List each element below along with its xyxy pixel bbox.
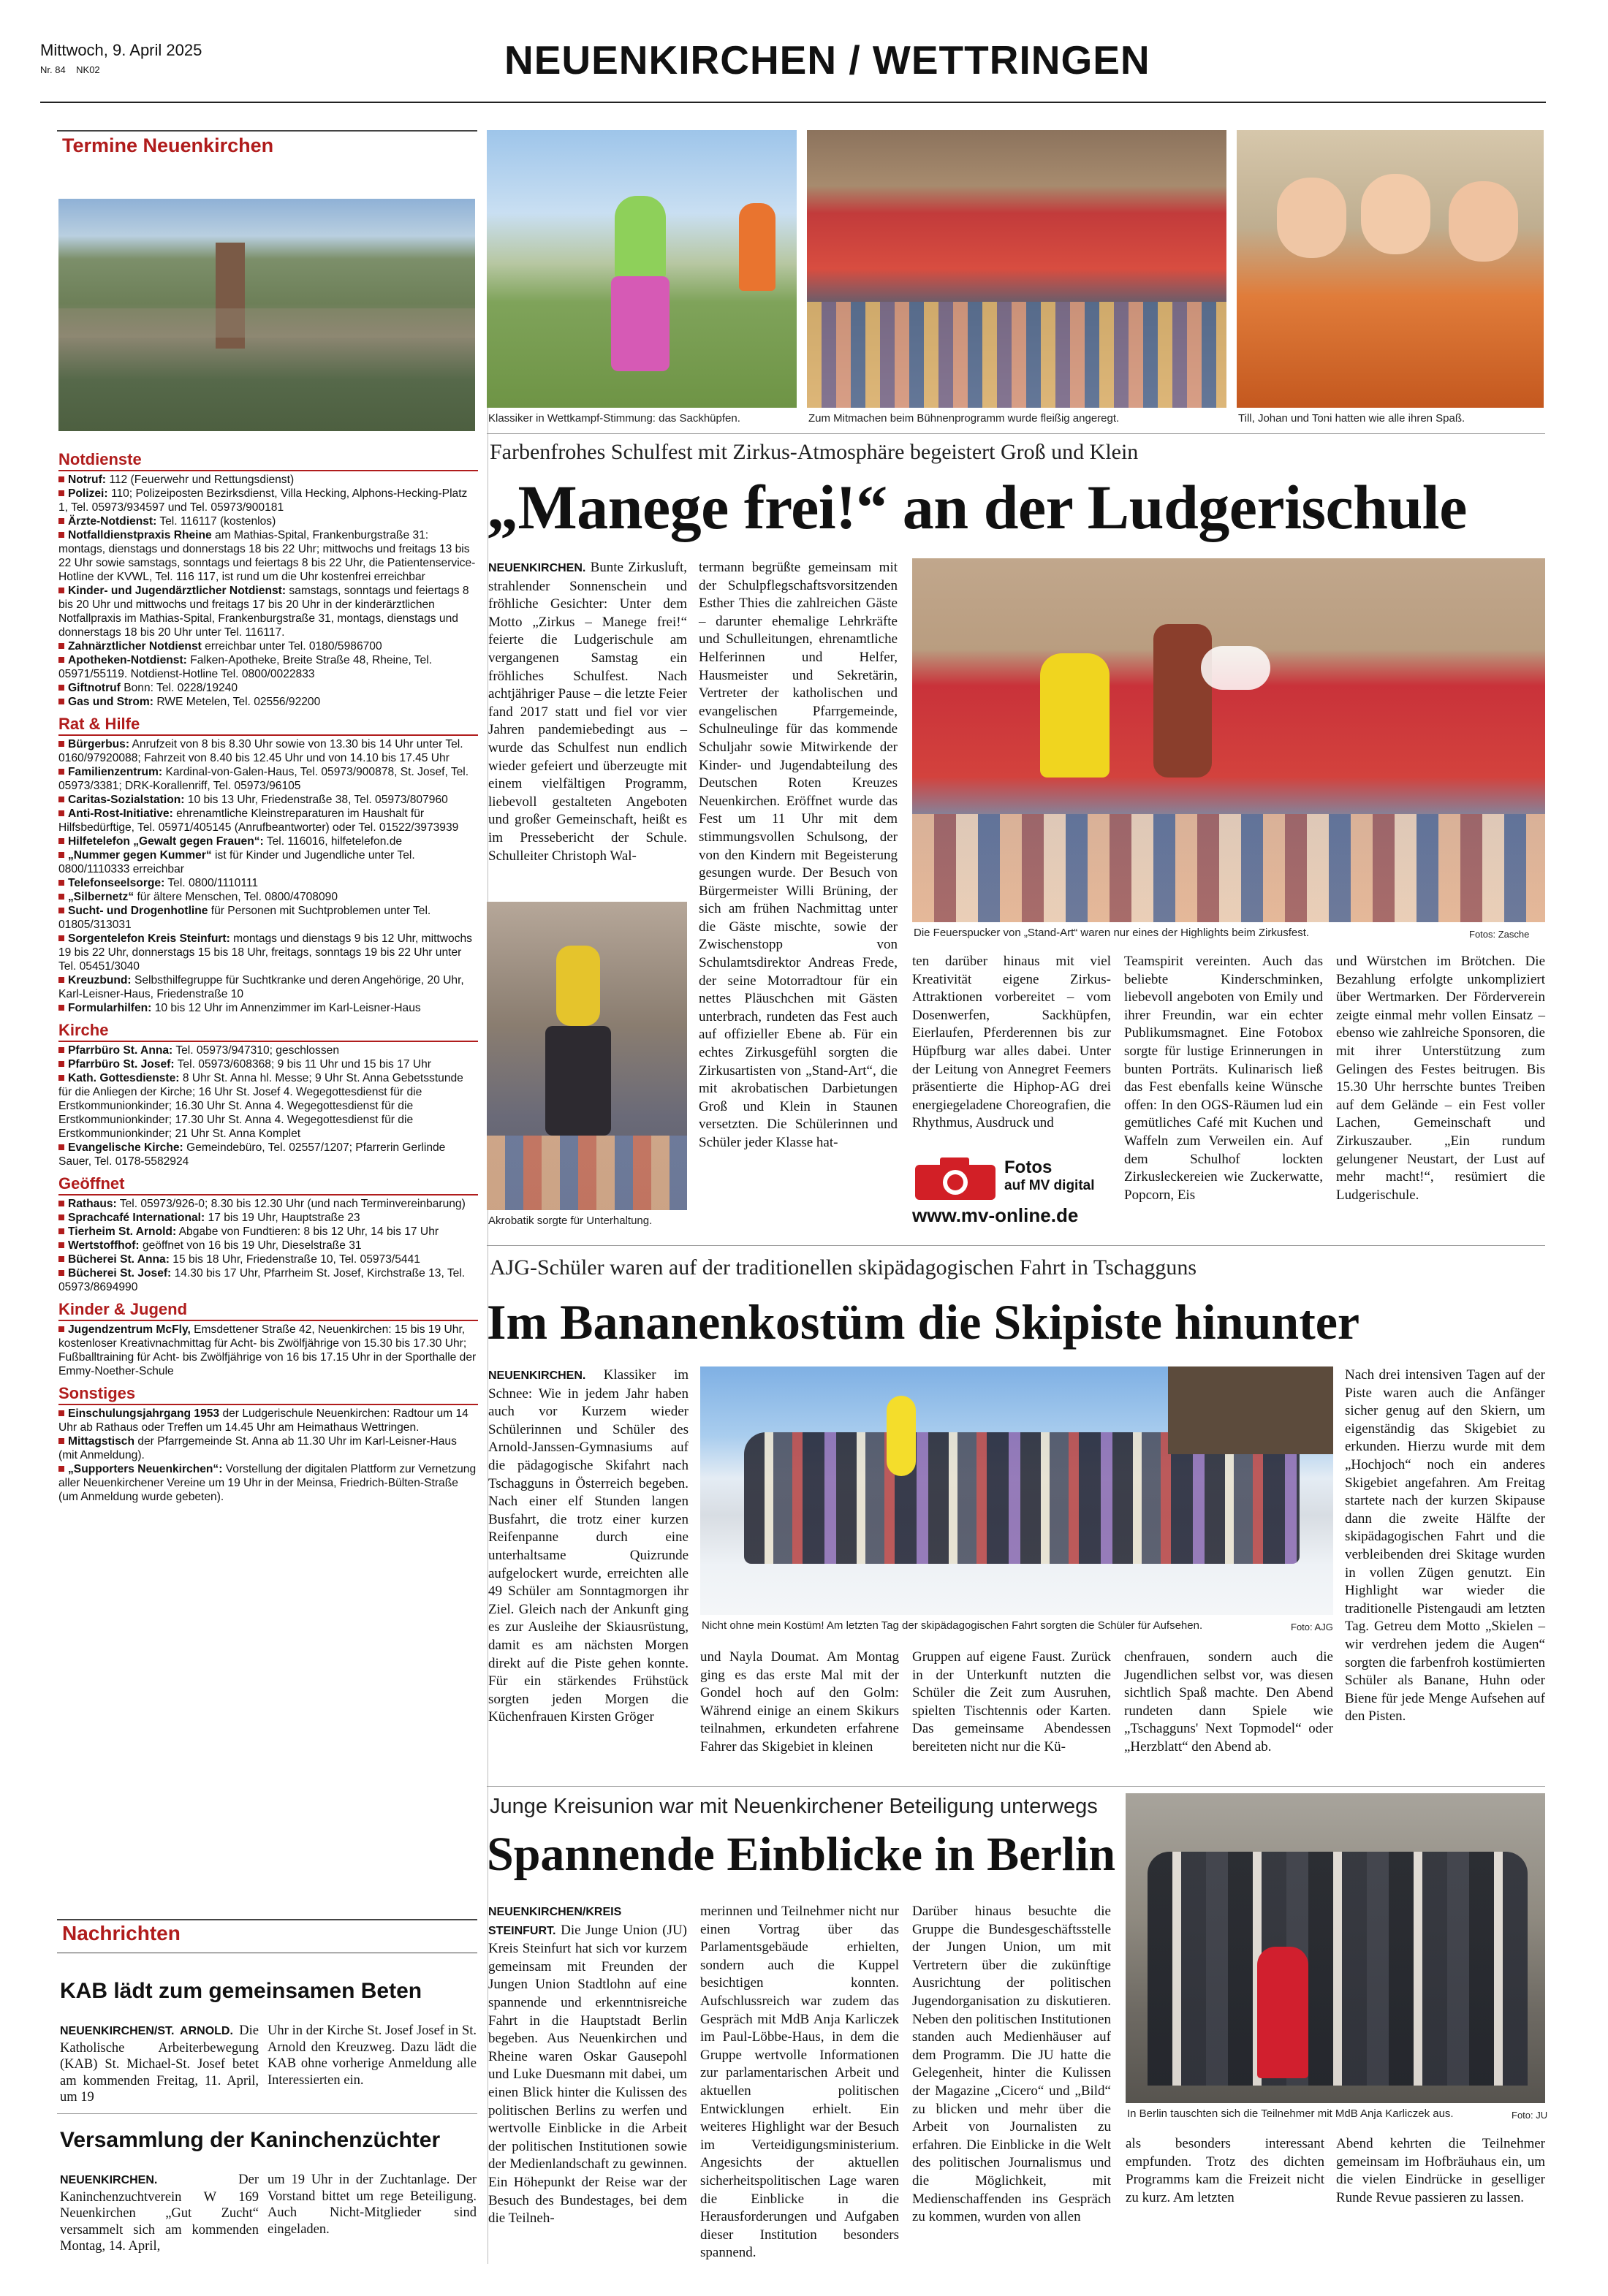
listing-label: Caritas-Sozialstation: — [68, 794, 185, 806]
listing-text: Tel. 116016, hilfetelefon.de — [266, 835, 403, 848]
credit-ajg: Foto: AJG — [1291, 1622, 1333, 1632]
bullet-square-icon — [58, 1270, 64, 1276]
listing-label: Bücherei St. Josef: — [68, 1267, 172, 1280]
article2-col-right: Nach drei intensiven Tagen auf der Piste waren auch die Anfänger sicher genug auf den Skiern, um eigenständig das Skigebiet zu erkunden. Hierzu wurde mit dem „Hochjoch“ noch ein anderes Skigebiet angefahren. Am Freitag startete nach der kurzen Skipause dann die zweite Hälfte der skipädagogischen Fahrt und die verbleibenden drei Skitage wurden in vollen Zügen genutzt. Ein Highlight war wieder die traditionelle Pistengaudi am letzten Tag. Getreu dem Motto „Skielen – wir verdrehen jedem die Augen“ sorgten die farbenfroh kostümierten Schüler als Banane, Huhn oder Biene für jede Menge Aufsehen auf den Pisten. — [1345, 1367, 1545, 1725]
photo-sackhuepfen — [487, 130, 797, 408]
bullet-square-icon — [58, 1201, 64, 1206]
sidebar-top-rule — [57, 130, 477, 132]
listing-label: Jugendzentrum McFly, — [68, 1323, 191, 1336]
photo-akrobatik — [487, 902, 687, 1210]
article3-rule — [487, 1786, 1545, 1787]
sidebar-listing-item — [58, 835, 478, 848]
face-2 — [1361, 174, 1430, 254]
listing-label: „Supporters Neuenkirchen“: — [68, 1463, 223, 1475]
photo-skigruppe — [700, 1366, 1333, 1615]
listing-text: 110; Polizeiposten Bezirksdienst, Villa Hecking, Alphons-Hecking-Platz 1, Tel. 05973/934597 und Tel. 05973/900181 — [58, 487, 468, 514]
listing-text: 15 bis 18 Uhr, Friedenstraße 10, Tel. 05973/5441 — [172, 1253, 420, 1266]
listing-label: Pfarrbüro St. Josef: — [68, 1058, 175, 1071]
listing-text: am Mathias-Spital, Frankenburgstraße 31: montags, dienstags und donnerstags 18 bis 22 Uhr; mittwochs und freitags 13 bis 22 Uhr sowie samstags, sonntags und feiertags 8 bis 22 Uhr, die Patientenservice-Hotline der KVWL, Tel. 116 117, ist rund um die Uhr kostenfrei erreichbar — [58, 529, 476, 583]
listing-text: samstags, sonntags und feiertags 8 bis 20 Uhr und mittwochs und freitags 17 bis 20 Uhr in der kinderärztlichen Notfallpraxis im Mathias-Spital, Frankenburgstraße 31, montags, dienstags und donnerstags 18 bis 20 Uhr unter Tel. 116117. — [58, 585, 469, 639]
children-crowd — [912, 814, 1545, 922]
listing-text: Tel. 116117 (kostenlos) — [159, 515, 276, 528]
bullet-square-icon — [58, 685, 64, 691]
article2-headline: Im Bananenkostüm die Skipiste hinunter — [487, 1294, 1360, 1350]
sidebar-listing-item — [58, 793, 478, 807]
caption-skigruppe: Nicht ohne mein Kostüm! Am letzten Tag der skipädagogischen Fahrt sorgten die Schüler für Aufsehen. — [702, 1619, 1203, 1632]
listing-text: Tel. 0800/1110111 — [167, 877, 259, 889]
listing-text: Tel. 05973/608368; 9 bis 11 Uhr und 15 bis 17 Uhr — [177, 1058, 431, 1071]
kab-col2: Uhr in der Kirche St. Josef Josef in St. Arnold den Kreuzweg. Dazu lädt die KAB ohne vorherige Anmeldung alle Interessierten ein. — [268, 2023, 477, 2088]
bullet-square-icon — [58, 810, 64, 816]
listing-text: 8 Uhr St. Anna hl. Messe; 9 Uhr St. Anna Gebetsstunde für die Anliegen der Kirche; 16 Uhr St. Josef 4. Wegegottesdienst für die Erstkommunionkinder; 16.30 Uhr St. Anna 4. Wegegottesdienst für die Erstkommunionkinder; 17.30 Uhr St. Anna 4. Wegegottesdienst für die Erstkommunionkinder; 21 Uhr St. Anna Komplet — [58, 1072, 463, 1140]
acrobat-top — [556, 946, 600, 1026]
sidebar-listing-item — [58, 765, 478, 793]
sidebar-listing-item — [58, 1071, 478, 1141]
listing-label: Notfalldienstpraxis Rheine — [68, 529, 212, 541]
listing-label: Einschulungsjahrgang 1953 — [68, 1407, 220, 1420]
bullet-square-icon — [58, 1466, 64, 1472]
sidebar-listing-item — [58, 528, 478, 584]
sidebar-listing-item — [58, 681, 478, 695]
kaninchen-dateline: NEUENKIRCHEN. — [60, 2174, 158, 2186]
listing-label: Notruf: — [68, 474, 106, 486]
listing-text: Tel. 05973/926-0; 8.30 bis 12.30 Uhr (und nach Terminvereinbarung) — [119, 1198, 466, 1210]
sidebar-listing-item — [58, 1197, 478, 1211]
sidebar-listing-item — [58, 514, 478, 528]
sidebar-section-title: Sonstiges — [58, 1384, 478, 1405]
article1-text1: Bunte Zirkusluft, strahlender Sonnenschein und fröhliche Gesichter: Unter dem Motto „Zirkus – Manege frei!“ feierte die Ludgerischule am vergangenen Samstag ein fröhliches Schulfest. Nach achtjähriger Pause – die letzte Feier fand 2017 statt und fiel vor vier Jahren pandemiebedingt aus – wurde das Schulfest nun endlich wieder gefeiert und überzeugte mit einem vielfältigen Programm, liebevoll gestalteten Angeboten und großer Gemeinschaft, heißt es im Pressebericht der Schule. Schulleiter Christoph Wal- — [488, 560, 687, 864]
bullet-square-icon — [58, 797, 64, 802]
listing-label: Wertstoffhof: — [68, 1239, 140, 1252]
article2-col4: chenfrauen, sondern auch die Jugendlichen selbst vor, was diesen sichtlich Spaß machte. Den Abend rundeten dann Spiele wie „Tschagguns' Next Topmodel“ oder „Herzblatt“ den Abend ab. — [1124, 1649, 1333, 1755]
group-in-stairwell — [1148, 1852, 1528, 2086]
bullet-square-icon — [58, 643, 64, 649]
listing-label: Gas und Strom: — [68, 696, 153, 708]
sidebar-listing-item — [58, 876, 478, 890]
listing-text: Kardinal-von-Galen-Haus, Tel. 05973/900878, St. Josef, Tel. 05973/3381; DRK-Korallenriff, Tel. 05973/96105 — [58, 766, 469, 792]
sidebar-listing-item — [58, 695, 478, 709]
sidebar-listing-item — [58, 487, 478, 514]
caption-sackhuepfen: Klassiker in Wettkampf-Stimmung: das Sackhüpfen. — [488, 412, 740, 425]
listing-text: Tel. 05973/947310; geschlossen — [175, 1044, 339, 1057]
sidebar-listing-item — [58, 1141, 478, 1168]
article1-rule — [487, 433, 1545, 434]
bullet-square-icon — [58, 1410, 64, 1416]
sidebar-listings — [58, 444, 478, 1920]
sack-pink — [611, 276, 670, 371]
article3-col3: Darüber hinaus besuchte die Gruppe die Bundesgeschäftsstelle der Jungen Union, um mit Vertretern über die zukünftige Ausrichtung der politischen Jugendorganisation zu diskutieren. Neben den politischen Institutionen standen auch Medienhäuser auf dem Programm. Die JU hatte die Gelegenheit, hinter die Kulissen der Magazine „Cicero“ und „Bild“ zu blicken und mehr über die Arbeit von Journalisten zu erfahren. Die Einblicke in die Welt des politischen Journalismus und die Möglichkeit, mit Medienschaffenden ins Gespräch zu kommen, wurden von allen — [912, 1904, 1111, 2225]
article1-dateline: NEUENKIRCHEN. — [488, 562, 586, 574]
face-1 — [1277, 178, 1346, 258]
listing-text: erreichbar unter Tel. 0180/5986700 — [205, 640, 382, 653]
article3-col4: als besonders interessant empfunden. Trotz des dichten Programms kam die Freizeit nicht zu kurz. Am letzten — [1126, 2136, 1324, 2205]
acrobat-bottom — [545, 1026, 611, 1136]
photo-till-johan-toni — [1237, 130, 1544, 408]
face-3 — [1449, 181, 1518, 262]
listing-text: ist für Kinder und Jugendliche unter Tel. 0800/1110333 erreichbar — [58, 849, 415, 875]
bullet-square-icon — [58, 838, 64, 844]
bullet-square-icon — [58, 1326, 64, 1332]
listing-label: Rathaus: — [68, 1198, 117, 1210]
listing-text: ehrenamtliche Kleinstreparaturen im Haushalt für Hilfsbedürftige, Tel. 05971/405145 (Anrufbeantworter) oder Tel. 01522/3973939 — [58, 807, 459, 834]
caption-akrobatik: Akrobatik sorgte für Unterhaltung. — [488, 1214, 653, 1227]
bullet-square-icon — [58, 588, 64, 593]
sidebar-section-title: Kirche — [58, 1021, 478, 1042]
listing-text: für ältere Menschen, Tel. 0800/4708090 — [137, 891, 338, 903]
bullet-square-icon — [58, 741, 64, 747]
article3-col1 — [488, 1903, 687, 2264]
listing-label: Polizei: — [68, 487, 108, 500]
article3-col2: merinnen und Teilnehmer nicht nur einen Vortrag über das Parlamentsgebäude erhielten, sondern auch die Kuppel besichtigen konnten. Aufschlussreich war zudem das Gespräch mit MdB Anja Karliczek im Paul-Löbbe-Haus, in dem die Gruppe wertvolle Informationen zur parlamentarischen Arbeit und aktuellen politischen Entwicklungen erhielt. Ein weiteres Highlight war der Besuch im Verteidigungsministerium. Angesichts der aktuellen sicherheitspolitischen Lage waren die Einblicke in die Herausforderungen und Aufgaben dieser Institution besonders spannend. — [700, 1904, 899, 2261]
bullet-square-icon — [58, 532, 64, 538]
sidebar-listing-item — [58, 932, 478, 973]
article2-col1 — [488, 1366, 689, 1768]
listing-text: für Personen mit Suchtproblemen unter Tel. 01805/313031 — [58, 905, 431, 931]
listing-text: 10 bis 13 Uhr, Friedenstraße 38, Tel. 05973/807960 — [187, 794, 448, 806]
article1-col5: und Würstchen im Brötchen. Die Bezahlung erfolgte unkompliziert über Wertmarken. Der Förderverein zeigte einmal mehr vollen Einsatz – ebenso wie zahlreiche Sponsoren, die mit ihrer Unterstützung zum Gelingen des Festes beitrugen. Bis 15.30 Uhr herrschte buntes Treiben auf dem Gelände – ein Fest voller Lachen, Gemeinschaft und Zirkuszauber. „Ein rundum gelungener Neustart, der Lust auf mehr macht!“, resümiert die Ludgerischule. — [1336, 954, 1545, 1203]
article1-col1 — [488, 559, 687, 892]
listing-text: 112 (Feuerwehr und Rettungsdienst) — [109, 474, 295, 486]
issue-date: Mittwoch, 9. April 2025 — [40, 41, 202, 59]
issue-number — [40, 64, 100, 75]
listing-label: Familienzentrum: — [68, 766, 163, 778]
promo-line1: Fotos — [1004, 1157, 1053, 1177]
bullet-square-icon — [58, 1438, 64, 1444]
listing-label: Formularhilfen: — [68, 1002, 152, 1014]
listing-text: montags und dienstags 9 bis 12 Uhr, mittwochs 19 bis 22 Uhr, donnerstags 15 bis 18 Uhr, freitags, sonntags 19 bis 22 Uhr unter Tel. 05451/3040 — [58, 932, 472, 973]
sidebar-listing-item — [58, 1323, 478, 1378]
listing-text: Vorstellung der digitalen Plattform zur Vernetzung aller Neuenkirchener Vereine um 19 Uhr in der Meinsa, Friedrich-Bülten-Straße (um Anmeldung wurde gebeten). — [58, 1463, 477, 1503]
sidebar-listing-item — [58, 848, 478, 876]
bullet-square-icon — [58, 977, 64, 983]
bullet-square-icon — [58, 1005, 64, 1011]
sidebar-listing-item — [58, 1239, 478, 1252]
kab-headline: KAB lädt zum gemeinsamen Beten — [60, 1979, 422, 2003]
caption-kinder: Till, Johan und Toni hatten wie alle ihren Spaß. — [1238, 412, 1465, 425]
sidebar-listing-item — [58, 1407, 478, 1434]
article2-dateline: NEUENKIRCHEN. — [488, 1369, 586, 1382]
mv-digital-promo[interactable] — [912, 1153, 1112, 1226]
listing-label: Tierheim St. Arnold: — [68, 1225, 177, 1238]
kab-col1 — [60, 2023, 259, 2109]
sidebar-listing-item — [58, 1266, 478, 1294]
sidebar-listing-item — [58, 973, 478, 1001]
listing-text: geöffnet von 16 bis 19 Uhr, Dieselstraße 31 — [142, 1239, 362, 1252]
kaninchen-col2: um 19 Uhr in der Zuchtanlage. Der Vorstand bittet um rege Beteiligung. Auch Nicht-Mitglieder sind eingeladen. — [268, 2173, 477, 2237]
sidebar-listing-item — [58, 904, 478, 932]
listing-label: Ärzte-Notdienst: — [68, 515, 157, 528]
bullet-square-icon — [58, 1242, 64, 1248]
listing-label: Kinder- und Jugendärztlicher Notdienst: — [68, 585, 287, 597]
listing-label: Bürgerbus: — [68, 738, 130, 750]
sidebar-listing-item — [58, 1211, 478, 1225]
article2-rule — [487, 1245, 1545, 1246]
sidebar-section-title: Geöffnet — [58, 1174, 478, 1195]
listing-label: „Nummer gegen Kummer“ — [68, 849, 212, 862]
bullet-square-icon — [58, 1047, 64, 1053]
article1-col3: ten darüber hinaus mit viel Kreativität eigene Zirkus-Attraktionen vorbereitet – vom Dosenwerfen, Sackhüpfen, Eierlaufen, Pferderennen bis zur Hüpfburg war alles dabei. Unter der Leitung von Annegret Feemers präsentierte die Hiphop-AG drei energiegeladene Choreografien, die Rhythmus, Ausdruck und — [912, 954, 1111, 1131]
article2-text1: Klassiker im Schnee: Wie in jedem Jahr haben auch vor Kurzem wieder Schülerinnen und Schüler des Arnold-Janssen-Gymnasiums auf die pädagogische Skifahrt nach Tschagguns in Österreich begeben. Nach einer elf Stunden langen Busfahrt, die trotz einer kurzen Reifenpanne durch eine unterhaltsame Quizrunde aufgelockert wurde, erreichten alle 49 Schüler am Sonntagmorgen ihr Ziel. Gleich nach der Ankunft ging es zur Ausleihe der Skiausrüstung, damit es am nächsten Morgen direkt auf die Piste gehen konnte. Für ein stärkendes Frühstück sorgten jeden Morgen die Küchenfrauen Kirsten Gröger — [488, 1367, 689, 1725]
bullet-square-icon — [58, 894, 64, 900]
article1-kicker: Farbenfrohes Schulfest mit Zirkus-Atmosphäre begeistert Groß und Klein — [490, 440, 1139, 464]
building — [1168, 1366, 1333, 1454]
photo-buehnenprogramm — [807, 130, 1226, 408]
bullet-square-icon — [58, 1144, 64, 1150]
article1-col2: termann begrüßte gemeinsam mit der Schulpflegschaftsvorsitzenden Esther Thies die zahlreichen Gäste – darunter ehemalige Lehrkräfte und Schulleitungen, ehrenamtliche Helferinnen und Helfer, Hausmeister und Sekretärin, Vertreter der katholischen und evangelischen Pfarrgemeinde, Schulneulinge für das kommende Schuljahr sowie Mitwirkende der Kinder- und Jugendabteilung des Deutschen Roten Kreuzes Neuenkirchen. Eröffnet wurde das Fest um 11 Uhr mit dem stimmungsvollen Schulsong, der von den Kindern mit Begeisterung gesungen wurde. Der Besuch von Bürgermeister Willi Brüning, der sich am frühen Nachmittag unter die Gäste mischte, sowie der Zwischenstopp von Schulamtsdirektor Andreas Frede, der seine Motorradtour für ein nettes Pläuschchen mit Gästen unterbrach, rundeten das Fest auch auf offizieller Ebene ab. Für ein echtes Zirkusgefühl sorgten die Zirkusartisten von „Stand-Art“, die mit akrobatischen Darbietungen Groß und Klein in Staunen versetzten. Die Schülerinnen und Schüler jeder Klasse hat- — [699, 560, 898, 1150]
bullet-square-icon — [58, 1075, 64, 1081]
bullet-square-icon — [58, 490, 64, 496]
article2-kicker: AJG-Schüler waren auf der traditionellen skipädagogischen Fahrt in Tschagguns — [490, 1255, 1197, 1280]
sidebar-listing-item — [58, 1057, 478, 1071]
bullet-square-icon — [58, 699, 64, 704]
fire-smoke — [1201, 646, 1270, 690]
sidebar-section-title: Rat & Hilfe — [58, 715, 478, 736]
kab-rule — [57, 2113, 477, 2114]
article1-headline: „Manege frei!“ an der Ludgerischule — [487, 472, 1467, 542]
credit-ju: Foto: JU — [1512, 2110, 1548, 2121]
performer-yellow — [1040, 653, 1110, 778]
child-figure-green — [615, 196, 666, 280]
listing-label: Giftnotruf — [68, 682, 121, 694]
listing-label: Telefonseelsorge: — [68, 877, 165, 889]
sidebar-listing-item — [58, 890, 478, 904]
listing-label: Sucht- und Drogenhotline — [68, 905, 208, 917]
bullet-square-icon — [58, 476, 64, 482]
camera-icon — [912, 1155, 998, 1203]
banana-costume — [887, 1396, 916, 1476]
kaninchen-headline: Versammlung der Kaninchenzüchter — [60, 2128, 441, 2152]
listing-text: Gemeindebüro, Tel. 02557/1207; Pfarrerin Gerlinde Sauer, Tel. 0178-5582924 — [58, 1141, 446, 1168]
listing-label: Anti-Rost-Initiative: — [68, 807, 173, 820]
header-rule — [40, 102, 1546, 103]
edition-code: NK02 — [76, 64, 100, 75]
listing-text: 17 bis 19 Uhr, Hauptstraße 23 — [208, 1212, 360, 1224]
article2-col3: Gruppen auf eigene Faust. Zurück in der Unterkunft nutzten die Schüler die Zeit zum Ausruhen, spielten Tischtennis oder Karten. Das gemeinsame Abendessen bereiteten nicht nur die Kü- — [912, 1649, 1111, 1755]
bullet-square-icon — [58, 769, 64, 775]
sidebar-listing-item — [58, 1434, 478, 1462]
sidebar-listing-item — [58, 1462, 478, 1504]
sidebar-listing-item — [58, 584, 478, 639]
credit-zasche: Fotos: Zasche — [1469, 929, 1530, 940]
listing-text: der Pfarrgemeinde St. Anna ab 11.30 Uhr im Karl-Leisner-Haus (mit Anmeldung). — [58, 1435, 457, 1461]
caption-buehne: Zum Mitmachen beim Bühnenprogramm wurde fleißig angeregt. — [808, 412, 1120, 425]
listing-text: Abgabe von Fundtieren: 8 bis 12 Uhr, 14 bis 17 Uhr — [178, 1225, 439, 1238]
sidebar-listing-item — [58, 639, 478, 653]
listing-text: Bonn: Tel. 0228/19240 — [124, 682, 238, 694]
photo-feuerspucker — [912, 558, 1545, 922]
nachrichten-rule — [57, 1919, 477, 1920]
listing-label: Sorgentelefon Kreis Steinfurt: — [68, 932, 230, 945]
bullet-square-icon — [58, 518, 64, 524]
listing-label: „Silbernetz“ — [68, 891, 134, 903]
photo-berlin — [1126, 1793, 1545, 2103]
listing-label: Bücherei St. Anna: — [68, 1253, 170, 1266]
promo-line2: auf MV digital — [1004, 1178, 1095, 1193]
listing-text: Anrufzeit von 8 bis 8.30 Uhr sowie von 13.30 bis 14 Uhr unter Tel. 0160/97920088; Fahrzeit von 8.40 bis 12.45 Uhr und von 14.10 bis 17.45 Uhr — [58, 738, 463, 764]
kaninchen-col1 — [60, 2172, 259, 2263]
bullet-square-icon — [58, 1228, 64, 1234]
bullet-square-icon — [58, 1256, 64, 1262]
issue-nr: Nr. 84 — [40, 64, 66, 75]
article1-col4: Teamspirit vereinten. Auch das beliebte Kinderschminken, liebevoll angeboten von Emily und ihrer Freundin, war ein echter Publikumsmagnet. Eine Fotobox sorgte für lustige Erinnerungen in bunten Porträts. Kulinarisch ließ das Fest ebenfalls keine Wünsche offen: In den OGS-Räumen lud ein gemütliches Café mit Kuchen und Waffeln zum Verweilen ein. Auf dem Schulhof lockten Zirkusleckereien wie Zuckerwatte, Popcorn, Eis — [1124, 954, 1323, 1203]
sidebar-listing-item — [58, 737, 478, 765]
listing-text: RWE Metelen, Tel. 02556/92200 — [156, 696, 321, 708]
bullet-square-icon — [58, 935, 64, 941]
article3-headline: Spannende Einblicke in Berlin — [487, 1828, 1116, 1881]
sidebar-section-title: Notdienste — [58, 450, 478, 471]
article3-text1: Die Junge Union (JU) Kreis Steinfurt hat sich vor kurzem gemeinsam mit Freunden der Jungen Union Stadtlohn auf eine spannende und erkenntnisreiche Fahrt in die Hauptstadt Berlin begeben. Aus Neuenkirchen und Rheine waren Oskar Gausepohl und Luke Duesmann mit dabei, um einen Blick hinter die Kulissen des politischen Berlins zu werfen und wertvolle Einblicke in die Arbeit der politischen Institutionen sowie der Medienlandschaft zu gewinnen. Ein Höhepunkt der Reise war der Besuch des Bundestages, bei dem die Teilneh- — [488, 1922, 688, 2227]
audience-crowd — [807, 302, 1226, 408]
listing-text: 10 bis 12 Uhr im Annenzimmer im Karl-Leisner-Haus — [154, 1002, 421, 1014]
performer-red — [1153, 624, 1212, 778]
road-shape — [58, 308, 475, 338]
bullet-square-icon — [58, 880, 64, 886]
sidebar-listing-item — [58, 473, 478, 487]
listing-text: Falken-Apotheke, Breite Straße 48, Rheine, Tel. 05971/55119. Notdienst-Hotline Tel. 0800/0022833 — [58, 654, 433, 680]
listing-text: Selbsthilfegruppe für Suchtkranke und deren Angehörige, 20 Uhr, Karl-Leisner-Haus, Friedenstraße 10 — [58, 974, 464, 1000]
sidebar-listing-item — [58, 1044, 478, 1057]
sidebar-section-title: Kinder & Jugend — [58, 1300, 478, 1321]
nachrichten-title: Nachrichten — [62, 1922, 181, 1945]
section-title: NEUENKIRCHEN / WETTRINGEN — [504, 37, 1150, 83]
listing-label: Zahnärztlicher Notdienst — [68, 640, 202, 653]
sidebar-listing-item — [58, 807, 478, 835]
kab-dateline: NEUENKIRCHEN/ST. ARNOLD. — [60, 2025, 233, 2037]
article3-kicker: Junge Kreisunion war mit Neuenkirchener Beteiligung unterwegs — [490, 1795, 1098, 1818]
listing-label: Pfarrbüro St. Anna: — [68, 1044, 173, 1057]
article2-col2: und Nayla Doumat. Am Montag ging es das erste Mal mit der Gondel hoch auf den Golm: Während einige an einem Skikurs teilnahmen, erkundeten erfahrene Fahrer das Skigebiet in kleinen — [700, 1649, 899, 1755]
sidebar-listing-item — [58, 1225, 478, 1239]
kab-text1: Die Katholische Arbeiterbewegung (KAB) St. Michael-St. Josef betet am kommenden Freitag, 11. April, um 19 — [60, 2023, 259, 2105]
bullet-square-icon — [58, 1061, 64, 1067]
listing-label: Mittagstisch — [68, 1435, 134, 1448]
aerial-photo-neuenkirchen — [58, 199, 475, 431]
bullet-square-icon — [58, 852, 64, 858]
listing-label: Kath. Gottesdienste: — [68, 1072, 180, 1084]
listing-text: der Ludgerischule Neuenkirchen: Radtour um 14 Uhr ab Rathaus oder Treffen um 14.45 Uhr am Heimathaus Wettringen. — [58, 1407, 469, 1434]
child-figure-orange — [739, 203, 775, 291]
person-red-coat — [1257, 1947, 1308, 2078]
bullet-square-icon — [58, 908, 64, 913]
listing-label: Sprachcafé International: — [68, 1212, 205, 1224]
spectators — [487, 1136, 687, 1210]
bullet-square-icon — [58, 657, 64, 663]
listing-label: Hilfetelefon „Gewalt gegen Frauen“: — [68, 835, 264, 848]
promo-url[interactable]: www.mv-online.de — [912, 1204, 1079, 1226]
article3-dateline: NEUENKIRCHEN/KREIS STEINFURT. — [488, 1906, 622, 1937]
caption-feuerspucker: Die Feuerspucker von „Stand-Art“ waren nur eines der Highlights beim Zirkusfest. — [914, 927, 1310, 939]
listing-label: Kreuzbund: — [68, 974, 132, 987]
sidebar-listing-item — [58, 1252, 478, 1266]
listing-text: 14.30 bis 17 Uhr, Pfarrheim St. Josef, Kirchstraße 13, Tel. 05973/8694990 — [58, 1267, 466, 1293]
sidebar-listing-item — [58, 653, 478, 681]
listing-label: Apotheken-Notdienst: — [68, 654, 187, 666]
caption-berlin: In Berlin tauschten sich die Teilnehmer mit MdB Anja Karliczek aus. — [1127, 2107, 1454, 2120]
listing-text: Emsdettener Straße 42, Neuenkirchen: 15 bis 19 Uhr, kostenloser Kreativnachmittag für Acht- bis Zwölfjährige von 15.30 bis 17.30 Uhr; Fußballtraining für Acht- bis Zwölfjährige von 16 bis 17.15 Uhr in der Sporthalle der Emmy-Noether-Schule — [58, 1323, 477, 1377]
article3-col5: Abend kehrten die Teilnehmer gemeinsam im Hofbräuhaus ein, um die vielen Eindrücke in geselliger Runde Revue passieren zu lassen. — [1336, 2136, 1545, 2205]
sidebar-listing-item — [58, 1001, 478, 1015]
termine-title: Termine Neuenkirchen — [62, 134, 274, 156]
bullet-square-icon — [58, 1214, 64, 1220]
listing-label: Evangelische Kirche: — [68, 1141, 183, 1154]
kaninchen-text1: Der Kaninchenzuchtverein W 169 Neuenkirchen „Gut Zucht“ versammelt sich am kommenden Montag, 14. April, — [60, 2173, 259, 2254]
